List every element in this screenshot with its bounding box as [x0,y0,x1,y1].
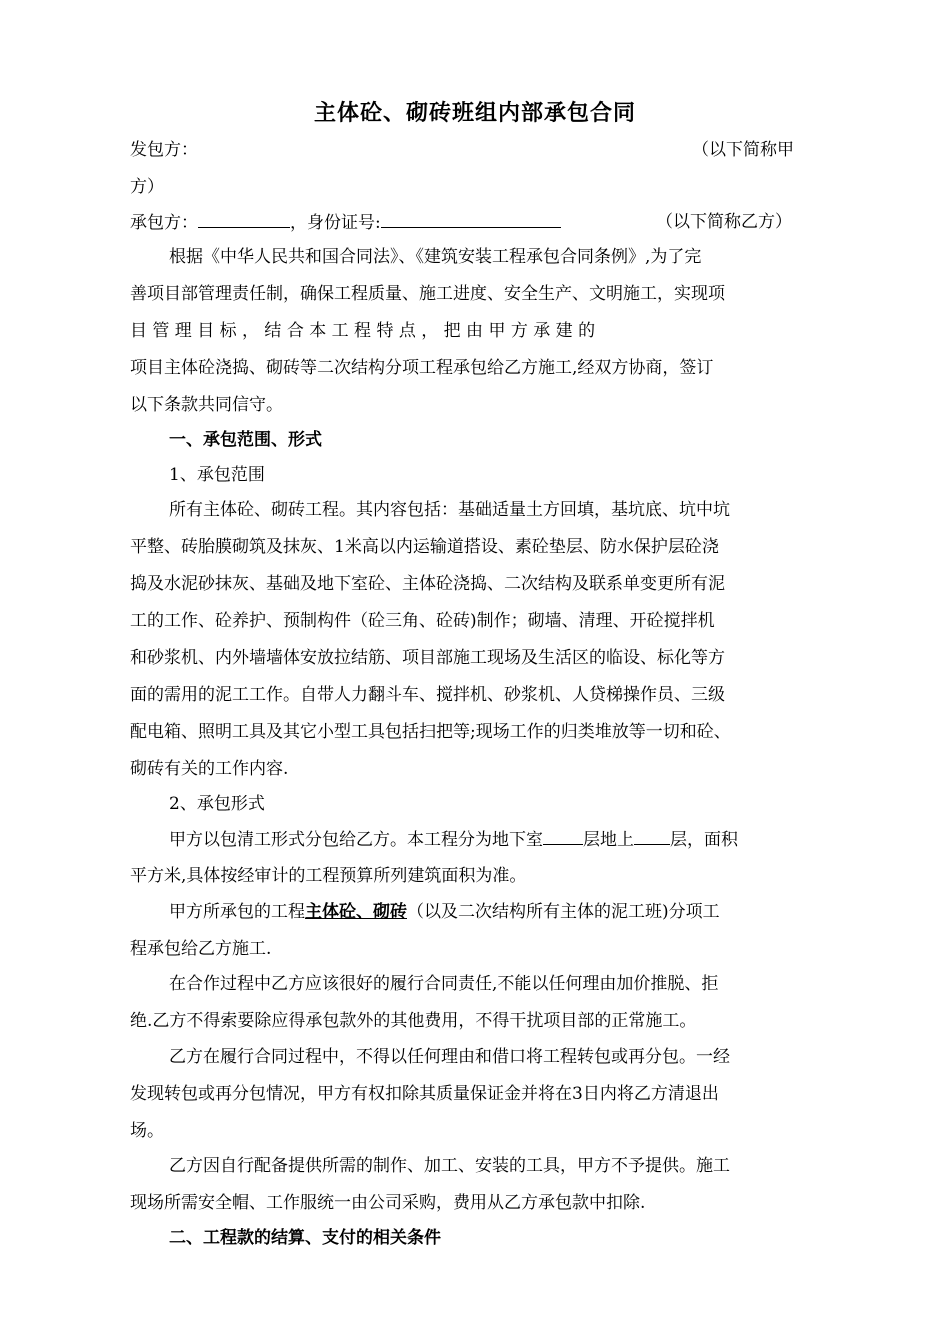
subcontract-line: 发现转包或再分包情况，甲方有权扣除其质量保证金并将在3日内将乙方清退出 [130,1084,719,1104]
party-a-suffix-cont: 方） [130,177,164,197]
preamble-line: 根据《中华人民共和国合同法》、《建筑安装工程承包合同条例》,为了完 [169,247,702,267]
tools-line: 现场所需安全帽、工作服统一由公司采购，费用从乙方承包款中扣除. [130,1193,646,1213]
subsection-scope: 1、承包范围 [169,465,265,485]
scope-line: 工的工作、砼养护、预制构件（砼三角、砼砖)制作；砌墙、清理、开砼搅拌机 [130,611,715,631]
preamble-line: 项目主体砼浇捣、砌砖等二次结构分项工程承包给乙方施工,经双方协商，签订 [130,358,714,378]
subsection-form: 2、承包形式 [169,794,265,814]
form-line [169,827,738,852]
work-text: 甲方所承包的工程 [169,902,305,922]
scope-line: 配电箱、照明工具及其它小型工具包括扫把等;现场工作的归类堆放等一切和砼、 [130,722,731,742]
party-b-name-blank [198,210,290,228]
work-text: （以及二次结构所有主体的泥工班)分项工 [407,902,720,922]
scope-line: 所有主体砼、砌砖工程。其内容包括：基础适量土方回填，基坑底、坑中坑 [169,500,730,520]
work-line-cont: 程承包给乙方施工. [130,939,272,959]
scope-line: 和砂浆机、内外墙墙体安放拉结筋、项目部施工现场及生活区的临设、标化等方 [130,648,725,668]
document-title: 主体砼、砌砖班组内部承包合同 [313,101,636,126]
tools-line: 乙方因自行配备提供所需的制作、加工、安装的工具，甲方不予提供。施工 [169,1156,730,1176]
form-text: 甲方以包清工形式分包给乙方。本工程分为地下室 [169,830,543,850]
subcontract-line: 场。 [130,1121,164,1141]
work-line [169,900,720,924]
cooperate-line: 绝.乙方不得索要除应得承包款外的其他费用，不得干扰项目部的正常施工。 [130,1011,697,1031]
preamble-line: 目 管 理 目 标 ， 结 合 本 工 程 特 点 ， 把 由 甲 方 承 建 的 [130,321,596,341]
section-2-heading: 二、工程款的结算、支付的相关条件 [169,1228,441,1248]
form-text: 层地上 [583,830,634,850]
section-1-heading: 一、承包范围、形式 [169,430,322,450]
subcontract-line: 乙方在履行合同过程中，不得以任何理由和借口将工程转包或再分包。一经 [169,1047,730,1067]
basement-floors-blank [543,827,583,845]
cooperate-line: 在合作过程中乙方应该很好的履行合同责任,不能以任何理由加价推脱、拒 [169,974,719,994]
work-emphasis: 主体砼、砌砖 [305,902,407,922]
form-line-cont: 平方米,具体按经审计的工程预算所列建筑面积为准。 [130,866,527,886]
above-ground-floors-blank [634,827,670,845]
form-text: 层，面积 [670,830,738,850]
scope-line: 平整、砖胎膜砌筑及抹灰、1米高以内运输道搭设、素砼垫层、防水保护层砼浇 [130,537,719,557]
scope-line: 面的需用的泥工工作。自带人力翻斗车、搅拌机、砂浆机、人贷梯操作员、三级 [130,685,725,705]
id-number-label: ，身份证号: [290,213,381,233]
preamble-line: 善项目部管理责任制，确保工程质量、施工进度、安全生产、文明施工，实现项 [130,284,725,304]
scope-line: 砌砖有关的工作内容. [130,759,289,779]
party-b-line [130,210,561,235]
party-b-label: 承包方： [130,213,198,233]
scope-line: 捣及水泥砂抹灰、基础及地下室砼、主体砼浇捣、二次结构及联系单变更所有泥 [130,574,725,594]
party-a-label: 发包方： [130,140,198,160]
preamble-line: 以下条款共同信守。 [130,395,283,415]
party-b-suffix: （以下简称乙方） [656,212,792,232]
id-number-blank [381,210,561,228]
party-a-suffix: （以下简称甲 [692,140,794,160]
